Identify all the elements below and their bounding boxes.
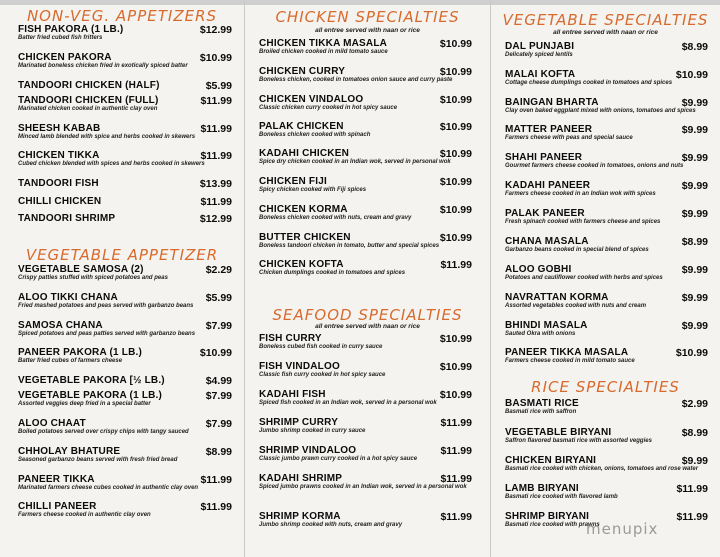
menu-item-description: Farmers cheese with peas and special sauce xyxy=(505,135,633,141)
menu-item-description: Boneless cubed fish cooked in curry sauce xyxy=(259,344,383,350)
menu-item-name: BAINGAN BHARTA xyxy=(505,97,599,108)
menu-item-name: FISH VINDALOO xyxy=(259,361,340,372)
menu-item-description: Basmati rice cooked with chicken, onions, tomatoes and rose water xyxy=(505,466,699,472)
menu-item-price: $7.99 xyxy=(205,320,232,332)
menu-item-name: VEGETABLE SAMOSA (2) xyxy=(18,264,144,275)
menu-item-chholay-bhature xyxy=(0,446,244,468)
menu-item-price: $10.99 xyxy=(439,148,472,160)
menu-item-shahi-paneer xyxy=(491,152,720,174)
menu-item-description: Gourmet farmers cheese cooked in tomatoes, onions and nuts xyxy=(505,163,684,169)
menu-panel-left xyxy=(0,0,244,557)
menu-item-description: Fresh spinach cooked with farmers cheese and spices xyxy=(505,219,661,225)
menu-item-price: $11.99 xyxy=(676,511,708,523)
menu-item-price: $12.99 xyxy=(199,24,232,36)
menu-item-chicken-korma xyxy=(245,204,490,226)
menu-panel-right xyxy=(490,0,720,557)
menu-item-chilli-paneer xyxy=(0,501,244,523)
menu-item-name: ALOO GOBHI xyxy=(505,264,572,275)
menu-item-description: Farmers cheese cooked in authentic clay oven xyxy=(18,512,151,518)
menu-item-fish-pakora-1-lb xyxy=(0,24,244,46)
menu-item-description: Spice dry chicken cooked in an Indian wok, served in personal wok xyxy=(259,159,451,165)
menu-item-dal-punjabi xyxy=(491,41,720,63)
section-title-vegetable-specialties: VEGETABLE SPECIALTIES xyxy=(502,11,709,29)
menu-item-price: $2.29 xyxy=(205,264,232,276)
menu-item-description: Farmers cheese cooked in an Indian wok with spices xyxy=(505,191,656,197)
menu-item-name: PALAK CHICKEN xyxy=(259,121,344,132)
menu-item-name: MATTER PANEER xyxy=(505,124,593,135)
menu-item-price: $10.99 xyxy=(439,176,472,188)
menu-item-lamb-biryani xyxy=(491,483,720,505)
menu-item-description: Spiced fish cooked in an Indian wok, served in a personal wok xyxy=(259,400,437,406)
menu-item-name: FISH CURRY xyxy=(259,333,322,344)
menu-item-vegetable-samosa-2 xyxy=(0,264,244,286)
menu-item-name: CHICKEN TIKKA MASALA xyxy=(259,38,388,49)
menu-item-description: Chicken dumplings cooked in tomatoes and spices xyxy=(259,270,406,276)
menu-item-price: $8.99 xyxy=(205,446,232,458)
menu-item-name: SHEESH KABAB xyxy=(18,123,101,134)
menu-item-aloo-chaat xyxy=(0,418,244,440)
menu-item-basmati-rice xyxy=(491,398,720,420)
menu-item-description: Farmers cheese cooked in mild tomato sauce xyxy=(505,358,635,364)
menu-item-price: $9.99 xyxy=(681,455,708,467)
menu-item-name: PALAK PANEER xyxy=(505,208,585,219)
menu-item-chicken-vindaloo xyxy=(245,94,490,116)
menu-item-vegetable-pakora-1-lb xyxy=(0,390,244,412)
menu-item-price: $11.99 xyxy=(200,196,232,208)
menu-item-navrattan-korma xyxy=(491,292,720,314)
menu-item-price: $11.99 xyxy=(676,483,708,495)
menu-item-price: $9.99 xyxy=(681,208,708,220)
menu-item-name: CHICKEN FIJI xyxy=(259,176,327,187)
menu-item-name: CHILLI PANEER xyxy=(18,501,97,512)
menu-item-name: MALAI KOFTA xyxy=(505,69,576,80)
menu-item-description: Basmati rice with saffron xyxy=(505,409,577,415)
menu-item-name: SHRIMP BIRYANI xyxy=(505,511,590,522)
menu-item-price: $13.99 xyxy=(199,178,232,190)
menu-item-name: BUTTER CHICKEN xyxy=(259,232,351,243)
menu-item-price: $11.99 xyxy=(440,417,472,429)
menu-item-paneer-tikka-masala xyxy=(491,347,720,369)
menu-item-description: Batter fried cubes of farmers cheese xyxy=(18,358,123,364)
menu-item-price: $9.99 xyxy=(681,97,708,109)
menu-item-description: Potatoes and cauliflower cooked with herbs and spices xyxy=(505,275,663,281)
menu-item-description: Crispy patties stuffed with spiced potatoes and peas xyxy=(18,275,168,281)
menu-item-description: Saffron flavored basmati rice with assorted veggies xyxy=(505,438,652,444)
menu-item-kadahi-chicken xyxy=(245,148,490,170)
menu-item-price: $9.99 xyxy=(681,152,708,164)
menu-item-price: $11.99 xyxy=(200,501,232,513)
menu-item-name: CHANA MASALA xyxy=(505,236,589,247)
menu-item-name: CHICKEN PAKORA xyxy=(18,52,112,63)
menu-item-description: Cottage cheese dumplings cooked in tomatoes and spices xyxy=(505,80,673,86)
watermark: menupix xyxy=(586,520,659,538)
menu-item-price: $10.99 xyxy=(439,389,472,401)
menu-item-description: Cubed chicken blended with spices and herbs cooked in skewers xyxy=(18,161,205,167)
menu-item-aloo-tikki-chana xyxy=(0,292,244,314)
menu-item-description: Basmati rice cooked with prawns xyxy=(505,522,600,528)
menu-item-description: Classic chicken curry cooked in hot spicy sauce xyxy=(259,105,398,111)
section-subtitle: all entree served with naan or rice xyxy=(315,323,420,330)
menu-item-fish-curry xyxy=(245,333,490,355)
menu-item-price: $2.99 xyxy=(681,398,708,410)
menu-item-chicken-tikka-masala xyxy=(245,38,490,60)
menu-item-price: $10.99 xyxy=(439,38,472,50)
menu-item-description: Jumbo shrimp cooked in curry sauce xyxy=(259,428,366,434)
menu-item-chana-masala xyxy=(491,236,720,258)
menu-item-description: Boneless chicken, cooked in tomatoes onion sauce and curry paste xyxy=(259,77,453,83)
section-title-rice-specialties: RICE SPECIALTIES xyxy=(531,378,680,396)
menu-item-description: Boneless chicken cooked with nuts, cream and gravy xyxy=(259,215,412,221)
menu-item-price: $4.99 xyxy=(205,375,232,387)
menu-item-vegetable-biryani xyxy=(491,427,720,449)
menu-item-description: Jumbo shrimp cooked with nuts, cream and gravy xyxy=(259,522,403,528)
menu-item-price: $9.99 xyxy=(681,264,708,276)
menu-item-shrimp-curry xyxy=(245,417,490,439)
menu-item-name: TANDOORI FISH xyxy=(18,178,99,189)
menu-item-bhindi-masala xyxy=(491,320,720,342)
menu-item-price: $8.99 xyxy=(681,236,708,248)
menu-item-description: Delicately spiced lentils xyxy=(505,52,573,58)
menu-item-name: VEGETABLE PAKORA [½ LB.) xyxy=(18,375,165,386)
menu-item-name: KADAHI SHRIMP xyxy=(259,473,343,484)
menu-item-price: $11.99 xyxy=(200,123,232,135)
menu-item-tandoori-chicken-full xyxy=(0,95,244,117)
menu-item-name: CHICKEN CURRY xyxy=(259,66,346,77)
menu-panel-middle xyxy=(244,0,490,557)
menu-item-price: $8.99 xyxy=(681,41,708,53)
menu-item-name: SHRIMP VINDALOO xyxy=(259,445,357,456)
menu-item-name: BHINDI MASALA xyxy=(505,320,588,331)
menu-item-chicken-tikka xyxy=(0,150,244,172)
menu-item-price: $9.99 xyxy=(681,320,708,332)
menu-item-name: TANDOORI CHICKEN (FULL) xyxy=(18,95,159,106)
menu-item-name: DAL PUNJABI xyxy=(505,41,575,52)
menu-item-price: $10.99 xyxy=(199,52,232,64)
menu-item-kadahi-fish xyxy=(245,389,490,411)
menu-item-price: $11.99 xyxy=(440,445,472,457)
menu-item-description: Marinated boneless chicken fried in exotically spiced batter xyxy=(18,63,188,69)
menu-item-price: $11.99 xyxy=(200,95,232,107)
menu-item-name: CHHOLAY BHATURE xyxy=(18,446,121,457)
menu-item-name: CHICKEN TIKKA xyxy=(18,150,100,161)
menu-item-name: TANDOORI SHRIMP xyxy=(18,213,116,224)
menu-item-price: $10.99 xyxy=(439,66,472,78)
menu-item-description: Marinated farmers cheese cubes cooked in authentic clay oven xyxy=(18,485,199,491)
menu-item-name: CHILLI CHICKEN xyxy=(18,196,102,207)
menu-item-price: $5.99 xyxy=(205,292,232,304)
section-subtitle: all entree served with naan or rice xyxy=(553,29,658,36)
menu-item-price: $11.99 xyxy=(200,474,232,486)
menu-item-name: ALOO CHAAT xyxy=(18,418,86,429)
menu-item-name: ALOO TIKKI CHANA xyxy=(18,292,118,303)
menu-item-name: PANEER TIKKA xyxy=(18,474,95,485)
menu-item-price: $10.99 xyxy=(439,121,472,133)
menu-item-name: KADAHI CHICKEN xyxy=(259,148,350,159)
menu-item-price: $10.99 xyxy=(439,232,472,244)
menu-item-price: $10.99 xyxy=(439,333,472,345)
menu-item-matter-paneer xyxy=(491,124,720,146)
menu-item-price: $10.99 xyxy=(439,94,472,106)
menu-item-sheesh-kabab xyxy=(0,123,244,145)
menu-item-description: Sauted Okra with onions xyxy=(505,331,576,337)
section-subtitle: all entree served with naan or rice xyxy=(315,27,420,34)
menu-item-baingan-bharta xyxy=(491,97,720,119)
menu-item-price: $11.99 xyxy=(440,259,472,271)
menu-item-price: $7.99 xyxy=(205,418,232,430)
menu-item-description: Seasoned garbanzo beans served with fresh fried bread xyxy=(18,457,178,463)
menu-item-chicken-biryani xyxy=(491,455,720,477)
menu-item-price: $11.99 xyxy=(440,473,472,485)
menu-item-description: Boneless chicken cooked with spinach xyxy=(259,132,371,138)
menu-item-name: PANEER PAKORA (1 LB.) xyxy=(18,347,143,358)
menu-item-description: Basmati rice cooked with flavored lamb xyxy=(505,494,618,500)
menu-item-kadahi-shrimp xyxy=(245,473,490,495)
menu-item-name: CHICKEN VINDALOO xyxy=(259,94,364,105)
section-title-chicken-specialties: CHICKEN SPECIALTIES xyxy=(275,8,460,26)
menu-item-description: Assorted veggies deep fried in a special batter xyxy=(18,401,151,407)
menu-item-description: Clay oven baked eggplant mixed with onions, tomatoes and spices xyxy=(505,108,696,114)
menu-item-description: Spiced jumbo prawns cooked in an Indian wok, served in a personal wok xyxy=(259,484,467,490)
menu-item-description: Broiled chicken cooked in mild tomato sauce xyxy=(259,49,388,55)
menu-item-shrimp-vindaloo xyxy=(245,445,490,467)
menu-item-name: FISH PAKORA (1 LB.) xyxy=(18,24,124,35)
menu-item-name: KADAHI FISH xyxy=(259,389,326,400)
menu-item-name: SAMOSA CHANA xyxy=(18,320,103,331)
menu-item-tandoori-shrimp xyxy=(0,213,244,235)
menu-item-paneer-tikka xyxy=(0,474,244,496)
menu-item-description: Fried mashed potatoes and peas served with garbanzo beans xyxy=(18,303,194,309)
menu-item-butter-chicken xyxy=(245,232,490,254)
menu-item-name: PANEER TIKKA MASALA xyxy=(505,347,629,358)
menu-item-description: Boneless tandoori chicken in tomato, butter and special spices xyxy=(259,243,440,249)
menu-item-name: SHRIMP KORMA xyxy=(259,511,341,522)
menu-item-price: $11.99 xyxy=(440,511,472,523)
menu-item-description: Marinated chicken cooked in authentic clay oven xyxy=(18,106,158,112)
menu-item-aloo-gobhi xyxy=(491,264,720,286)
menu-item-palak-chicken xyxy=(245,121,490,143)
menu-item-name: KADAHI PANEER xyxy=(505,180,591,191)
menu-item-description: Spicy chicken cooked with Fiji spices xyxy=(259,187,367,193)
menu-item-samosa-chana xyxy=(0,320,244,342)
menu-item-price: $9.99 xyxy=(681,124,708,136)
menu-item-name: CHICKEN KORMA xyxy=(259,204,348,215)
menu-item-price: $9.99 xyxy=(681,292,708,304)
menu-item-price: $5.99 xyxy=(205,80,232,92)
menu-item-chicken-curry xyxy=(245,66,490,88)
menu-item-chicken-fiji xyxy=(245,176,490,198)
menu-item-price: $10.99 xyxy=(199,347,232,359)
menu-item-name: SHAHI PANEER xyxy=(505,152,583,163)
section-title-non-veg-appetizers: NON-VEG. APPETIZERS xyxy=(26,7,218,25)
menu-item-description: Assorted vegetables cooked with nuts and cream xyxy=(505,303,647,309)
menu-item-description: Garbanzo beans cooked in special blend of spices xyxy=(505,247,649,253)
menu-item-name: VEGETABLE PAKORA (1 LB.) xyxy=(18,390,163,401)
menu-item-kadahi-paneer xyxy=(491,180,720,202)
menu-item-price: $10.99 xyxy=(439,204,472,216)
menu-item-name: BASMATI RICE xyxy=(505,398,579,409)
menu-item-price: $9.99 xyxy=(681,180,708,192)
menu-item-name: LAMB BIRYANI xyxy=(505,483,579,494)
menu-item-name: CHICKEN KOFTA xyxy=(259,259,344,270)
menu-item-shrimp-korma xyxy=(245,511,490,533)
menu-item-price: $10.99 xyxy=(439,361,472,373)
menu-item-chicken-kofta xyxy=(245,259,490,281)
menu-item-description: Classic jumbo prawn curry cooked in a hot spicy sauce xyxy=(259,456,418,462)
menu-item-name: VEGETABLE BIRYANI xyxy=(505,427,612,438)
menu-item-name: CHICKEN BIRYANI xyxy=(505,455,597,466)
menu-item-name: NAVRATTAN KORMA xyxy=(505,292,609,303)
section-title-vegetable-appetizer: VEGETABLE APPETIZER xyxy=(25,246,219,264)
menu-item-name: SHRIMP CURRY xyxy=(259,417,339,428)
menu-item-name: TANDOORI CHICKEN (HALF) xyxy=(18,80,160,91)
menu-item-description: Boiled potatoes served over crispy chips with tangy sauced xyxy=(18,429,189,435)
menu-item-palak-paneer xyxy=(491,208,720,230)
menu-item-description: Classic fish curry cooked in hot spicy sauce xyxy=(259,372,386,378)
menu-item-price: $8.99 xyxy=(681,427,708,439)
menu-item-paneer-pakora-1-lb xyxy=(0,347,244,369)
menu-item-price: $11.99 xyxy=(200,150,232,162)
menu-item-description: Minced lamb blended with spice and herbs cooked in skewers xyxy=(18,134,196,140)
menu-item-description: Spiced potatoes and peas patties served with garbanzo beans xyxy=(18,331,196,337)
section-title-seafood-specialties: SEAFOOD SPECIALTIES xyxy=(272,306,463,324)
menu-item-price: $10.99 xyxy=(675,69,708,81)
menu-item-description: Batter fried cubed fish fritters xyxy=(18,35,103,41)
menu-item-price: $12.99 xyxy=(199,213,232,225)
menu-item-fish-vindaloo xyxy=(245,361,490,383)
menu-item-malai-kofta xyxy=(491,69,720,91)
menu-item-price: $7.99 xyxy=(205,390,232,402)
menu-item-price: $10.99 xyxy=(675,347,708,359)
menu-item-chicken-pakora xyxy=(0,52,244,74)
